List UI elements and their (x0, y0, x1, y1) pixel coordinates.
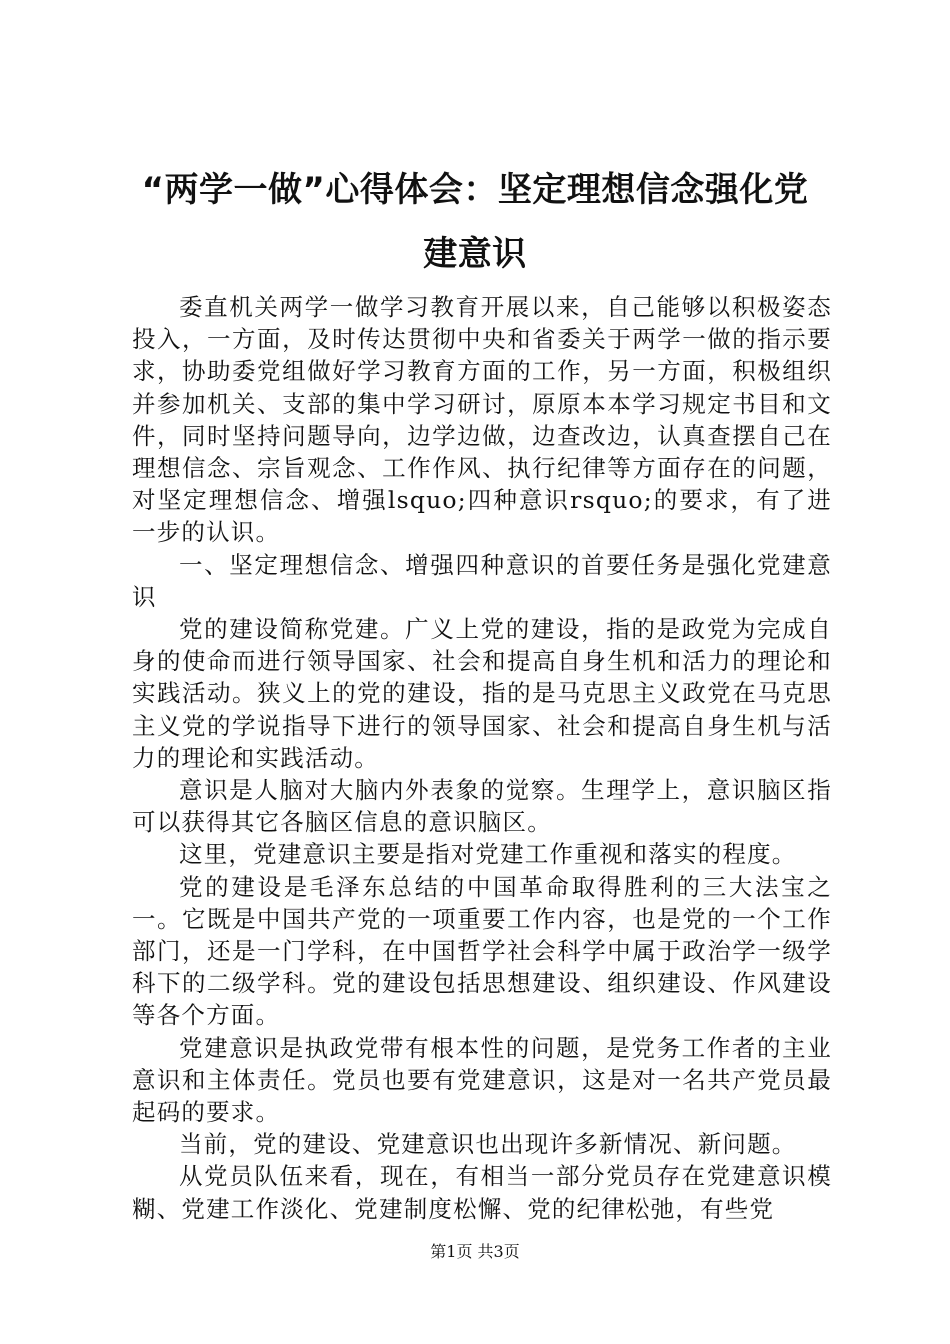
paragraph: 当前，党的建设、党建意识也出现许多新情况、新问题。 (179, 1130, 797, 1159)
section-heading: 一、坚定理想信念、增强四种意识的首要任务是强化党建意识 (132, 550, 832, 611)
title-line-1: “两学一做”心得体会：坚定理想信念强化党 (141, 170, 809, 210)
page-number-footer: 第1页 共3页 (430, 1242, 520, 1261)
title-line-2: 建意识 (423, 234, 527, 274)
paragraph: 从党员队伍来看，现在，有相当一部分党员存在党建意识模糊、党建工作淡化、党建制度松懈、党的纪律松弛，有些党 (132, 1162, 832, 1223)
paragraph: 意识是人脑对大脑内外表象的觉察。生理学上，意识脑区指可以获得其它各脑区信息的意识脑区。 (132, 776, 832, 837)
paragraph: 党建意识是执政党带有根本性的问题，是党务工作者的主业意识和主体责任。党员也要有党建意识，这是对一名共产党员最起码的要求。 (132, 1033, 832, 1127)
paragraph: 党的建设简称党建。广义上党的建设，指的是政党为完成自身的使命而进行领导国家、社会和提高自身生机和活力的理论和实践活动。狭义上的党的建设，指的是马克思主义政党在马克思主义党的学说指导下进行的领导国家、社会和提高自身生机与活力的理论和实践活动。 (132, 615, 832, 772)
paragraph: 这里，党建意识主要是指对党建工作重视和落实的程度。 (179, 840, 797, 869)
paragraph: 党的建设是毛泽东总结的中国革命取得胜利的三大法宝之一。它既是中国共产党的一项重要工作内容，也是党的一个工作部门，还是一门学科，在中国哲学社会科学中属于政治学一级学科下的二级学科。党的建设包括思想建设、组织建设、作风建设等各个方面。 (132, 872, 832, 1030)
document-body (132, 291, 832, 1225)
paragraph: 委直机关两学一做学习教育开展以来，自己能够以积极姿态投入，一方面，及时传达贯彻中央和省委关于两学一做的指示要求，协助委党组做好学习教育方面的工作，另一方面，积极组织并参加机关、支部的集中学习研讨，原原本本学习规定书目和文件，同时坚持问题导向，边学边做，边查改边，认真查摆自己在理想信念、宗旨观念、工作作风、执行纪律等方面存在的问题，对坚定理想信念、增强lsquo;四种意识rsquo;的要求，有了进一步的认识。 (132, 293, 832, 547)
document-title (118, 158, 832, 286)
